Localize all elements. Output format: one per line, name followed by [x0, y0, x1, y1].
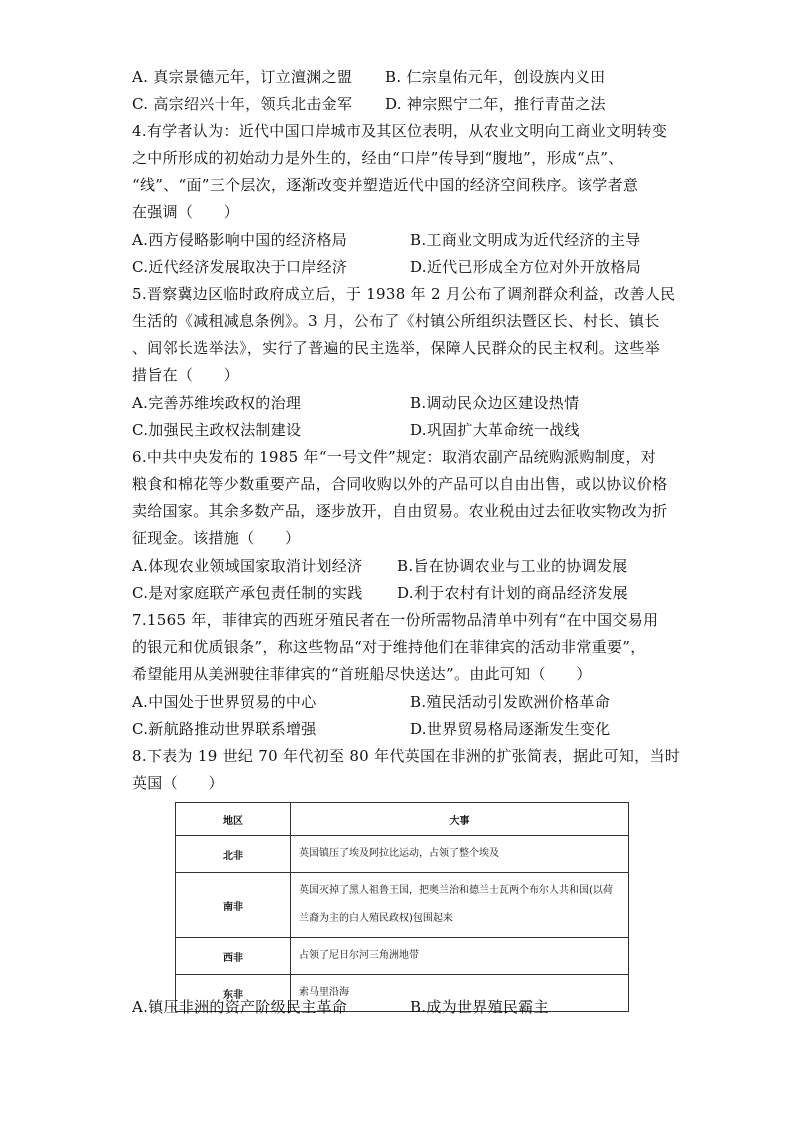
q7-option-d: D.世界贸易格局逐渐发生变化 [410, 720, 611, 738]
table-cell-region: 南非 [176, 873, 291, 938]
q6-option-c: C.是对家庭联产承包责任制的实践 [132, 584, 363, 602]
q8-option-a: A.镇压非洲的资产阶级民主革命 [132, 998, 348, 1016]
table-row [176, 836, 629, 873]
q7-option-c: C.新航路推动世界联系增强 [132, 720, 317, 738]
table-cell-region: 东非 [176, 975, 291, 1012]
q4-option-c: C.近代经济发展取决于口岸经济 [132, 258, 348, 276]
table-header-event: 大事 [291, 803, 629, 836]
table-cell-event: 占领了尼日尔河三角洲地带 [291, 938, 629, 975]
table-header-row [176, 803, 629, 836]
britain-africa-expansion-table [175, 802, 629, 1012]
table-cell-event: 英国灭掉了黑人祖鲁王国，把奥兰治和德兰士瓦两个布尔人共和国(以荷兰裔为主的白人殖民政权)包围起来 [291, 873, 629, 938]
q5-stem-line: 5.晋察冀边区临时政府成立后，于 1938 年 2 月公布了调剂群众利益，改善人民 [132, 285, 676, 303]
q3-option-c: C. 高宗绍兴十年，领兵北击金军 [132, 95, 353, 113]
q7-option-b: B.殖民活动引发欧洲价格革命 [410, 693, 610, 711]
q5-option-d: D.巩固扩大革命统一战线 [410, 421, 580, 439]
q8-stem-line: 英国（ ） [132, 774, 224, 792]
q6-stem-line: 粮食和棉花等少数重要产品，合同收购以外的产品可以自由出售，或以协议价格 [132, 475, 668, 493]
q3-option-d: D. 神宗熙宁二年，推行青苗之法 [385, 95, 606, 113]
q6-stem-line: 征现金。该措施（ ） [132, 529, 301, 547]
q6-option-d: D.利于农村有计划的商品经济发展 [397, 584, 629, 602]
table-row [176, 938, 629, 975]
table-cell-event: 索马里沿海 [291, 975, 629, 1012]
q5-option-a: A.完善苏维埃政权的治理 [132, 394, 302, 412]
q4-stem-line: “线”、“面”三个层次，逐渐改变并塑造近代中国的经济空间秩序。该学者意 [132, 176, 639, 194]
table-header-region: 地区 [176, 803, 291, 836]
table-cell-region: 西非 [176, 938, 291, 975]
table-cell-event: 英国镇压了埃及阿拉比运动，占领了整个埃及 [291, 836, 629, 873]
q5-stem-line: 、闾邻长选举法》，实行了普遍的民主选举，保障人民群众的民主权利。这些举 [132, 339, 661, 357]
q8-stem-line: 8.下表为 19 世纪 70 年代初至 80 年代英国在非洲的扩张简表，据此可知，当时 [132, 747, 681, 765]
q6-option-b: B.旨在协调农业与工业的协调发展 [397, 557, 628, 575]
q7-option-a: A.中国处于世界贸易的中心 [132, 693, 317, 711]
q3-option-b: B. 仁宗皇佑元年，创设族内义田 [385, 68, 606, 86]
q6-stem-line: 6.中共中央发布的 1985 年“一号文件”规定：取消农副产品统购派购制度，对 [132, 448, 657, 466]
q4-option-b: B.工商业文明成为近代经济的主导 [410, 231, 641, 249]
q6-option-a: A.体现农业领域国家取消计划经济 [132, 557, 363, 575]
q7-stem-line: 希望能用从美洲驶往菲律宾的“首班船尽快送达”。由此可知（ ） [132, 665, 592, 683]
q7-stem-line: 7.1565 年，菲律宾的西班牙殖民者在一份所需物品清单中列有“在中国交易用 [132, 611, 659, 629]
q5-option-b: B.调动民众边区建设热情 [410, 394, 580, 412]
q5-option-c: C.加强民主政权法制建设 [132, 421, 302, 439]
q8-option-b: B.成为世界殖民霸主 [410, 998, 549, 1016]
table-cell-region: 北非 [176, 836, 291, 873]
q4-stem-line: 之中所形成的初始动力是外生的，经由“口岸”传导到“腹地”，形成“点”、 [132, 149, 624, 167]
q5-stem-line: 措旨在（ ） [132, 366, 240, 384]
q4-option-d: D.近代已形成全方位对外开放格局 [410, 258, 642, 276]
q7-stem-line: 的银元和优质银条”，称这些物品“对于维持他们在菲律宾的活动非常重要”， [132, 638, 646, 656]
table-row [176, 873, 629, 938]
q4-option-a: A.西方侵略影响中国的经济格局 [132, 231, 348, 249]
q3-option-a: A. 真宗景德元年，订立澶渊之盟 [132, 68, 353, 86]
q5-stem-line: 生活的《减租减息条例》。3 月，公布了《村镇公所组织法暨区长、村长、镇长 [132, 312, 660, 330]
q4-stem-line: 在强调（ ） [132, 203, 240, 221]
q6-stem-line: 卖给国家。其余多数产品，逐步放开，自由贸易。农业税由过去征收实物改为折 [132, 502, 668, 520]
q4-stem-line: 4.有学者认为：近代中国口岸城市及其区位表明，从农业文明向工商业文明转变 [132, 122, 668, 140]
